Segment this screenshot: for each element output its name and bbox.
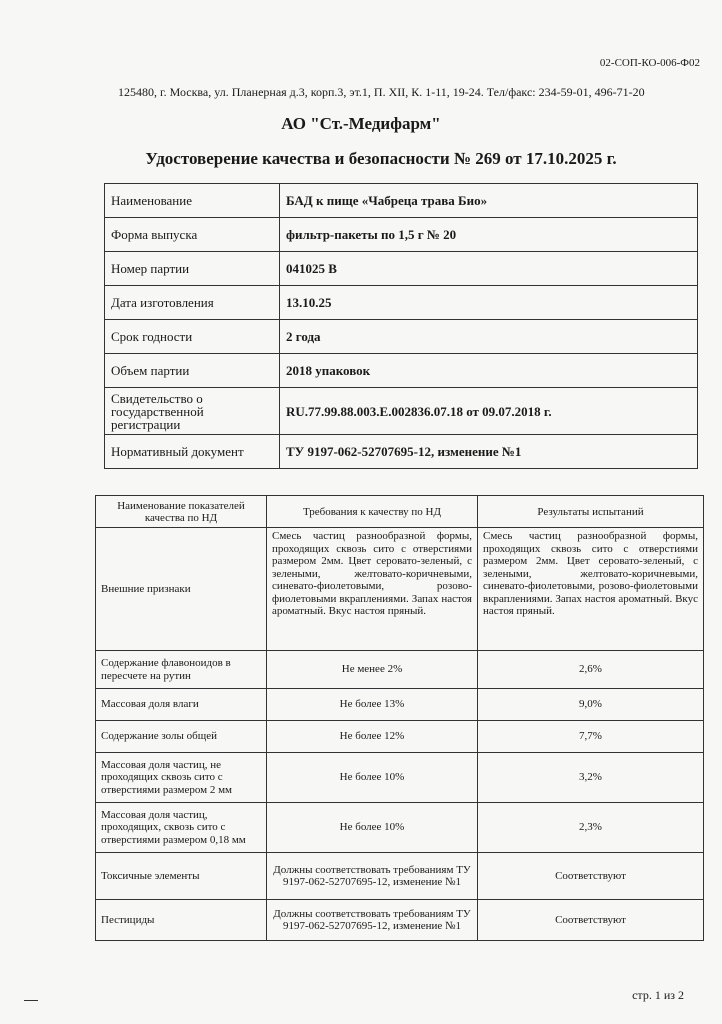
test-result: 2,6% (478, 651, 704, 689)
table-row (96, 803, 704, 853)
info-value: 2 года (280, 320, 698, 354)
info-row (105, 252, 698, 286)
header-requirement: Требования к качеству по НД (267, 496, 478, 528)
info-row (105, 354, 698, 388)
info-label: Номер партии (105, 252, 280, 286)
table-row (96, 753, 704, 803)
info-value: фильтр-пакеты по 1,5 г № 20 (280, 218, 698, 252)
requirement: Не более 10% (267, 803, 478, 853)
test-result: Соответствуют (478, 900, 704, 941)
product-info-table (104, 183, 698, 469)
test-result: 9,0% (478, 689, 704, 721)
info-value: 2018 упаковок (280, 354, 698, 388)
company-name: АО "Ст.-Медифарм" (281, 114, 441, 133)
info-label: Нормативный документ (105, 435, 280, 469)
info-row (105, 320, 698, 354)
requirement: Не более 13% (267, 689, 478, 721)
indicator-name: Пестициды (96, 900, 267, 941)
info-label: Свидетельство о государственной регистрации (105, 388, 280, 435)
indicator-name: Массовая доля частиц, не проходящих сквозь сито с отверстиями размером 2 мм (96, 753, 267, 803)
requirement: Должны соответствовать требованиям ТУ 9197-062-52707695-12, изменение №1 (267, 900, 478, 941)
indicator-name: Внешние признаки (96, 528, 267, 651)
quality-table (95, 495, 704, 941)
info-label: Наименование (105, 184, 280, 218)
table-row (96, 853, 704, 900)
requirement: Не менее 2% (267, 651, 478, 689)
indicator-name: Содержание флавоноидов в пересчете на рутин (96, 651, 267, 689)
document-code: 02-СОП-КО-006-Ф02 (599, 57, 700, 69)
company-address: 125480, г. Москва, ул. Планерная д.3, корп.3, эт.1, П. XII, К. 1-11, 19-24. Тел/факс: 234-59-01, 496-71-20 (118, 85, 645, 99)
info-row (105, 184, 698, 218)
table-row (96, 721, 704, 753)
requirement: Не более 10% (267, 753, 478, 803)
requirement: Должны соответствовать требованиям ТУ 9197-062-52707695-12, изменение №1 (267, 853, 478, 900)
divider (24, 1000, 38, 1001)
info-row (105, 218, 698, 252)
test-result: 7,7% (478, 721, 704, 753)
info-label: Объем партии (105, 354, 280, 388)
indicator-name: Токсичные элементы (96, 853, 267, 900)
info-row (105, 388, 698, 435)
info-label: Дата изготовления (105, 286, 280, 320)
page-number: стр. 1 из 2 (632, 988, 684, 1002)
info-row (105, 286, 698, 320)
info-value: 13.10.25 (280, 286, 698, 320)
test-result: Соответствуют (478, 853, 704, 900)
test-result: Смесь частиц разнообразной формы, проходящих сквозь сито с отверстиями размером 2мм. Цвет серовато-зеленый, с зелеными, желтовато-коричневыми, синевато-фиолетовыми, розово-фиолетовыми вкраплениями. Запах настоя ароматный. Вкус настоя пряный. (478, 528, 704, 651)
info-label: Срок годности (105, 320, 280, 354)
indicator-name: Массовая доля влаги (96, 689, 267, 721)
info-value: БАД к пище «Чабреца трава Био» (280, 184, 698, 218)
info-label: Форма выпуска (105, 218, 280, 252)
info-value: ТУ 9197-062-52707695-12, изменение №1 (280, 435, 698, 469)
table-row (96, 900, 704, 941)
requirement: Смесь частиц разнообразной формы, проходящих сквозь сито с отверстиями размером 2мм. Цвет серовато-зеленый, с зелеными, желтовато-коричневыми, синевато-фиолетовыми, розово-фиолетовыми вкраплениями. Запах настоя ароматный. Вкус настоя пряный. (267, 528, 478, 651)
header-indicator: Наименование показателей качества по НД (96, 496, 267, 528)
requirement: Не более 12% (267, 721, 478, 753)
table-row (96, 689, 704, 721)
test-result: 2,3% (478, 803, 704, 853)
indicator-name: Массовая доля частиц, проходящих, сквозь сито с отверстиями размером 0,18 мм (96, 803, 267, 853)
info-row (105, 435, 698, 469)
info-value: 041025 В (280, 252, 698, 286)
table-row (96, 651, 704, 689)
table-header-row (96, 496, 704, 528)
test-result: 3,2% (478, 753, 704, 803)
indicator-name: Содержание золы общей (96, 721, 267, 753)
certificate-title: Удостоверение качества и безопасности № 269 от 17.10.2025 г. (145, 149, 617, 168)
info-value: RU.77.99.88.003.Е.002836.07.18 от 09.07.2018 г. (280, 388, 698, 435)
table-row (96, 528, 704, 651)
header-result: Результаты испытаний (478, 496, 704, 528)
